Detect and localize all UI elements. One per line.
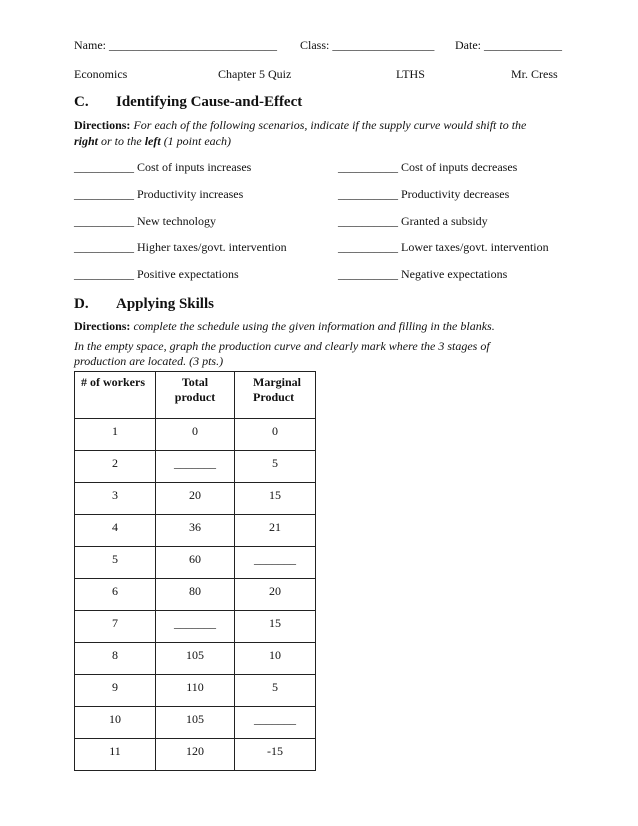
cell-marginal: 20 bbox=[235, 579, 316, 611]
class-field bbox=[300, 38, 434, 53]
cell-workers: 10 bbox=[75, 707, 156, 739]
item-label: Higher taxes/govt. intervention bbox=[137, 240, 287, 254]
cell-total: 80 bbox=[156, 579, 235, 611]
section-c-letter: C. bbox=[74, 94, 89, 110]
cell-total: 0 bbox=[156, 419, 235, 451]
section-d-title: Applying Skills bbox=[116, 296, 214, 312]
cell-workers: 2 bbox=[75, 451, 156, 483]
cell-workers: 7 bbox=[75, 611, 156, 643]
cell-total: 120 bbox=[156, 739, 235, 771]
answer-blank: __________ bbox=[338, 214, 398, 228]
answer-blank: __________ bbox=[74, 240, 134, 254]
production-schedule-table bbox=[74, 371, 316, 771]
section-c-directions-line1 bbox=[74, 118, 526, 133]
directions-or: or to the bbox=[101, 134, 142, 148]
directions-label: Directions: bbox=[74, 319, 131, 333]
cell-total: 105 bbox=[156, 643, 235, 675]
name-label: Name: bbox=[74, 38, 106, 52]
list-item bbox=[338, 240, 549, 255]
date-label: Date: bbox=[455, 38, 481, 52]
table-row bbox=[75, 515, 316, 547]
cell-marginal: 15 bbox=[235, 483, 316, 515]
cell-marginal: -15 bbox=[235, 739, 316, 771]
date-field bbox=[455, 38, 562, 53]
answer-blank: __________ bbox=[74, 187, 134, 201]
teacher-name: Mr. Cress bbox=[511, 67, 558, 81]
cell-workers: 6 bbox=[75, 579, 156, 611]
section-d-letter: D. bbox=[74, 296, 89, 312]
list-item bbox=[74, 267, 239, 282]
course-name: Economics bbox=[74, 67, 128, 81]
chapter-name: Chapter 5 Quiz bbox=[218, 67, 292, 81]
cell-workers: 9 bbox=[75, 675, 156, 707]
section-c-directions-line2 bbox=[74, 134, 231, 149]
list-item bbox=[74, 160, 251, 175]
item-label: Cost of inputs decreases bbox=[401, 160, 518, 174]
table-row bbox=[75, 451, 316, 483]
cell-workers: 8 bbox=[75, 643, 156, 675]
cell-total: 20 bbox=[156, 483, 235, 515]
list-item bbox=[338, 214, 488, 229]
cell-marginal: 15 bbox=[235, 611, 316, 643]
table-row bbox=[75, 675, 316, 707]
section-c-title: Identifying Cause-and-Effect bbox=[116, 94, 303, 110]
answer-blank: __________ bbox=[338, 240, 398, 254]
cell-total: 110 bbox=[156, 675, 235, 707]
class-blank: _________________ bbox=[332, 38, 435, 52]
cell-workers: 4 bbox=[75, 515, 156, 547]
list-item bbox=[74, 187, 243, 202]
item-label: Productivity increases bbox=[137, 187, 244, 201]
cell-marginal: 10 bbox=[235, 643, 316, 675]
list-item bbox=[338, 267, 507, 282]
cell-workers: 5 bbox=[75, 547, 156, 579]
directions-text: complete the schedule using the given information and filling in the blanks. bbox=[133, 319, 495, 333]
cell-total: 60 bbox=[156, 547, 235, 579]
list-item bbox=[338, 187, 509, 202]
list-item bbox=[74, 214, 216, 229]
table-row bbox=[75, 707, 316, 739]
section-d-instruction-line2: production are located. (3 pts.) bbox=[74, 354, 224, 368]
cell-workers: 11 bbox=[75, 739, 156, 771]
name-field bbox=[74, 38, 277, 53]
table-row bbox=[75, 547, 316, 579]
section-d-instruction-line1: In the empty space, graph the production curve and clearly mark where the 3 stages of bbox=[74, 339, 490, 353]
header-total-product: Total product bbox=[156, 372, 235, 419]
cell-marginal: _______ bbox=[235, 547, 316, 579]
header-marginal-product: Marginal Product bbox=[235, 372, 316, 419]
answer-blank: __________ bbox=[338, 160, 398, 174]
directions-left: left bbox=[144, 134, 161, 148]
cell-marginal: 5 bbox=[235, 451, 316, 483]
name-blank: ____________________________ bbox=[109, 38, 277, 52]
item-label: Productivity decreases bbox=[401, 187, 510, 201]
table-row bbox=[75, 483, 316, 515]
directions-right: right bbox=[74, 134, 99, 148]
item-label: New technology bbox=[137, 214, 216, 228]
answer-blank: __________ bbox=[74, 267, 134, 281]
list-item bbox=[338, 160, 517, 175]
cell-total: 36 bbox=[156, 515, 235, 547]
list-item bbox=[74, 240, 287, 255]
table-row bbox=[75, 611, 316, 643]
class-label: Class: bbox=[300, 38, 330, 52]
date-blank: _____________ bbox=[484, 38, 562, 52]
cell-workers: 1 bbox=[75, 419, 156, 451]
directions-text: For each of the following scenarios, indicate if the supply curve would shift to the bbox=[133, 118, 527, 132]
directions-label: Directions: bbox=[74, 118, 131, 132]
answer-blank: __________ bbox=[74, 214, 134, 228]
table-row bbox=[75, 579, 316, 611]
table-row bbox=[75, 643, 316, 675]
cell-marginal: 0 bbox=[235, 419, 316, 451]
cell-marginal: 5 bbox=[235, 675, 316, 707]
answer-blank: __________ bbox=[338, 187, 398, 201]
item-label: Granted a subsidy bbox=[401, 214, 488, 228]
answer-blank: __________ bbox=[74, 160, 134, 174]
school-name: LTHS bbox=[396, 67, 425, 81]
answer-blank: __________ bbox=[338, 267, 398, 281]
directions-points: (1 point each) bbox=[163, 134, 231, 148]
cell-total: _______ bbox=[156, 611, 235, 643]
item-label: Lower taxes/govt. intervention bbox=[401, 240, 549, 254]
item-label: Cost of inputs increases bbox=[137, 160, 252, 174]
cell-workers: 3 bbox=[75, 483, 156, 515]
item-label: Positive expectations bbox=[137, 267, 239, 281]
table-header-row bbox=[75, 372, 316, 419]
header-workers: # of workers bbox=[75, 372, 156, 419]
table-row bbox=[75, 739, 316, 771]
cell-marginal: _______ bbox=[235, 707, 316, 739]
table-row bbox=[75, 419, 316, 451]
cell-total: _______ bbox=[156, 451, 235, 483]
section-d-directions bbox=[74, 319, 495, 334]
cell-marginal: 21 bbox=[235, 515, 316, 547]
item-label: Negative expectations bbox=[401, 267, 508, 281]
cell-total: 105 bbox=[156, 707, 235, 739]
